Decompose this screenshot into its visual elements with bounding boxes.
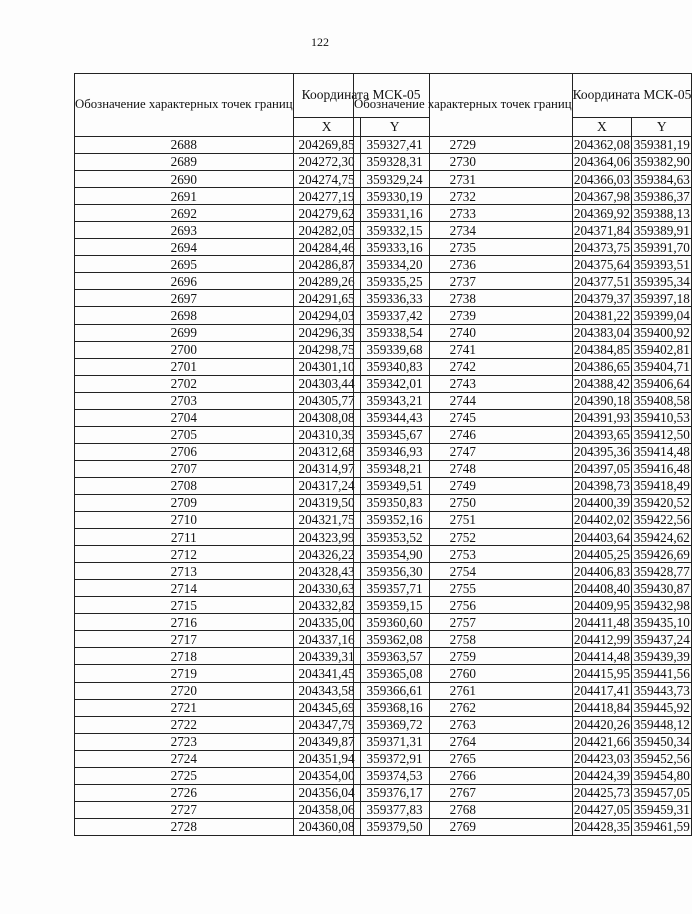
x-coordinate-cell: 204314,97 [293,460,360,477]
x-coordinate-cell: 204289,26 [293,273,360,290]
x-coordinate-cell: 204403,64 [573,529,630,545]
y-coordinate-cell: 359369,72 [360,716,429,733]
point-number-cell: 2738 [354,290,573,307]
y-coordinate-cell: 359362,08 [360,631,429,648]
x-coordinate-cell: 204269,85 [293,137,360,154]
table-row [354,443,692,460]
point-number-cell: 2718 [75,648,294,665]
y-coordinate-cell: 359389,91 [632,222,692,239]
x-coordinate-cell: 204286,87 [293,256,360,273]
point-number-cell: 2694 [75,239,294,256]
table-body [354,137,692,836]
x-coordinate-cell: 204303,44 [293,375,360,392]
x-coordinate-cell: 204319,50 [293,494,360,511]
point-number-cell: 2734 [354,222,573,239]
x-coordinate-cell: 204335,00 [293,614,360,631]
table-row [354,563,692,580]
y-axis-header: Y [632,117,692,136]
y-coordinate-cell: 359381,19 [632,137,692,154]
y-coordinate-cell: 359349,51 [360,477,429,494]
x-axis-header: X [572,117,632,136]
x-coordinate-cell: 204423,03 [573,751,630,767]
y-coordinate-cell: 359337,42 [360,307,429,324]
point-number-cell: 2756 [354,597,573,614]
x-coordinate-cell: 204383,04 [573,324,630,340]
table-row [354,682,692,699]
point-number-cell: 2741 [354,341,573,358]
point-number-cell: 2769 [354,818,573,835]
y-coordinate-cell: 359459,31 [632,801,692,818]
x-coordinate-cell: 204356,04 [293,784,360,801]
y-coordinate-cell: 359418,49 [632,477,692,494]
y-coordinate-cell: 359329,24 [360,171,429,188]
point-number-cell: 2742 [354,358,573,375]
y-coordinate-cell: 359339,68 [360,341,429,358]
x-coordinate-cell: 204341,45 [293,665,360,682]
table-row [354,801,692,818]
table-row [354,426,692,443]
point-number-cell: 2725 [75,767,294,784]
point-number-cell: 2763 [354,716,573,733]
table-row [354,358,692,375]
x-coordinate-cell: 204323,99 [293,529,360,546]
point-number-cell: 2702 [75,375,294,392]
y-coordinate-cell: 359348,21 [360,460,429,477]
x-coordinate-cell: 204414,48 [573,648,630,664]
y-coordinate-cell: 359328,31 [360,154,429,171]
x-coordinate-cell: 204411,48 [572,614,632,631]
y-coordinate-cell: 359384,63 [632,171,692,188]
y-coordinate-cell: 359331,16 [360,205,429,222]
point-number-cell: 2703 [75,392,294,409]
y-coordinate-cell: 359332,15 [360,222,429,239]
point-number-cell: 2743 [354,375,573,392]
table-row [354,137,692,154]
y-coordinate-cell: 359382,90 [632,154,692,171]
table-row [354,546,692,563]
table-row [354,699,692,716]
x-coordinate-cell: 204412,99 [573,631,630,647]
x-coordinate-cell: 204420,26 [573,717,630,733]
y-coordinate-cell: 359386,37 [632,188,692,205]
point-number-cell: 2707 [75,460,294,477]
y-coordinate-cell: 359365,08 [360,665,429,682]
point-number-cell: 2705 [75,426,294,443]
y-coordinate-cell: 359457,05 [632,784,692,801]
point-number-cell: 2724 [75,750,294,767]
x-coordinate-cell: 204424,39 [573,768,630,784]
y-coordinate-cell: 359404,71 [632,358,692,375]
x-coordinate-cell: 204291,65 [293,290,360,307]
table-row [354,273,692,290]
point-number-cell: 2712 [75,546,294,563]
table-row [354,818,692,835]
point-number-cell: 2701 [75,358,294,375]
y-coordinate-cell: 359399,04 [632,307,692,324]
y-coordinate-cell: 359388,13 [632,205,692,222]
point-number-cell: 2689 [75,154,294,171]
y-coordinate-cell: 359426,69 [632,546,692,563]
coordinate-system-header: Координата МСК-05 [572,74,692,118]
x-coordinate-cell: 204360,08 [293,818,360,835]
table-row [354,188,692,205]
y-coordinate-cell: 359416,48 [632,460,692,477]
table-row [354,512,692,529]
point-number-cell: 2746 [354,426,573,443]
point-number-cell: 2716 [75,614,294,631]
y-coordinate-cell: 359400,92 [632,324,692,341]
point-number-cell: 2688 [75,137,294,154]
y-coordinate-cell: 359376,17 [360,784,429,801]
point-number-cell: 2739 [354,307,573,324]
table-row [354,307,692,324]
x-coordinate-cell: 204272,30 [293,154,360,171]
x-coordinate-cell: 204312,68 [293,443,360,460]
x-coordinate-cell: 204391,93 [573,410,630,426]
y-coordinate-cell: 359430,87 [632,580,692,597]
y-coordinate-cell: 359360,60 [360,614,429,631]
table-row [354,375,692,392]
y-coordinate-cell: 359334,20 [360,256,429,273]
point-number-cell: 2736 [354,256,573,273]
point-designation-header: Обозначение характерных точек границ [354,74,573,137]
y-coordinate-cell: 359402,81 [632,341,692,358]
point-number-cell: 2749 [354,477,573,494]
point-number-cell: 2759 [354,648,573,665]
point-number-cell: 2737 [354,273,573,290]
y-coordinate-cell: 359439,39 [632,648,692,665]
x-coordinate-cell: 204405,25 [573,546,630,562]
y-coordinate-cell: 359371,31 [360,733,429,750]
y-coordinate-cell: 359443,73 [632,682,692,699]
y-coordinate-cell: 359461,59 [632,818,692,835]
y-coordinate-cell: 359359,15 [360,597,429,614]
x-coordinate-cell: 204362,08 [573,137,630,153]
y-coordinate-cell: 359395,34 [632,273,692,290]
point-number-cell: 2691 [75,188,294,205]
table-row [354,392,692,409]
point-number-cell: 2692 [75,205,294,222]
table-row [354,222,692,239]
x-axis-header: X [293,117,360,136]
table-row [354,597,692,614]
y-coordinate-cell: 359420,52 [632,494,692,511]
point-number-cell: 2708 [75,477,294,494]
x-coordinate-cell: 204409,95 [573,597,630,613]
coordinate-system-header: Координата МСК-05 [293,74,429,118]
x-coordinate-cell: 204328,43 [293,563,360,580]
x-coordinate-cell: 204393,65 [573,427,630,443]
point-number-cell: 2758 [354,631,573,648]
point-number-cell: 2696 [75,273,294,290]
point-number-cell: 2745 [354,409,573,426]
x-coordinate-cell: 204395,36 [573,444,630,460]
point-number-cell: 2747 [354,443,573,460]
point-number-cell: 2762 [354,699,573,716]
y-coordinate-cell: 359428,77 [632,563,692,580]
y-coordinate-cell: 359342,01 [360,375,429,392]
y-coordinate-cell: 359333,16 [360,239,429,256]
y-coordinate-cell: 359352,16 [360,512,429,529]
point-number-cell: 2757 [354,614,573,631]
y-coordinate-cell: 359374,53 [360,767,429,784]
x-coordinate-cell: 204349,87 [293,733,360,750]
point-number-cell: 2726 [75,784,294,801]
x-coordinate-cell: 204343,58 [293,682,360,699]
y-coordinate-cell: 359452,56 [632,750,692,767]
x-coordinate-cell: 204294,03 [293,307,360,324]
x-coordinate-cell: 204425,73 [573,785,630,801]
point-number-cell: 2731 [354,171,573,188]
point-number-cell: 2760 [354,665,573,682]
x-coordinate-cell: 204308,08 [293,409,360,426]
table-row [354,784,692,801]
table-row [354,256,692,273]
point-number-cell: 2768 [354,801,573,818]
point-number-cell: 2732 [354,188,573,205]
table-row [354,750,692,767]
y-coordinate-cell: 359338,54 [360,324,429,341]
point-number-cell: 2711 [75,529,294,546]
y-coordinate-cell: 359391,70 [632,239,692,256]
y-coordinate-cell: 359354,90 [360,546,429,563]
point-designation-header: Обозначение характерных точек границ [75,74,294,137]
point-number-cell: 2766 [354,767,573,784]
table-row [354,580,692,597]
point-number-cell: 2710 [75,512,294,529]
x-coordinate-cell: 204398,73 [573,478,630,494]
point-number-cell: 2727 [75,801,294,818]
x-coordinate-cell: 204301,10 [293,358,360,375]
y-axis-header: Y [360,117,429,136]
x-coordinate-cell: 204371,84 [573,222,630,238]
x-coordinate-cell: 204406,83 [573,563,630,579]
x-coordinate-cell: 204317,24 [293,477,360,494]
x-coordinate-cell: 204354,00 [293,767,360,784]
point-number-cell: 2730 [354,154,573,171]
point-number-cell: 2755 [354,580,573,597]
x-coordinate-cell: 204330,63 [293,580,360,597]
table-row [354,154,692,171]
point-number-cell: 2735 [354,239,573,256]
point-number-cell: 2698 [75,307,294,324]
point-number-cell: 2693 [75,222,294,239]
table-row [354,409,692,426]
table-row [354,665,692,682]
point-number-cell: 2750 [354,494,573,511]
y-coordinate-cell: 359448,12 [632,716,692,733]
x-coordinate-cell: 204369,92 [573,205,630,221]
x-coordinate-cell: 204284,46 [293,239,360,256]
point-number-cell: 2765 [354,750,573,767]
y-coordinate-cell: 359368,16 [360,699,429,716]
x-coordinate-cell: 204345,69 [293,699,360,716]
point-number-cell: 2761 [354,682,573,699]
x-coordinate-cell: 204388,42 [573,376,630,392]
x-coordinate-cell: 204282,05 [293,222,360,239]
x-coordinate-cell: 204379,37 [573,290,630,306]
x-coordinate-cell: 204386,65 [573,359,630,375]
table-row [354,494,692,511]
table-row [354,767,692,784]
point-number-cell: 2720 [75,682,294,699]
x-coordinate-cell: 204377,51 [573,273,630,289]
x-coordinate-cell: 204358,06 [293,801,360,818]
point-number-cell: 2722 [75,716,294,733]
x-coordinate-cell: 204321,75 [293,512,360,529]
y-coordinate-cell: 359343,21 [360,392,429,409]
x-coordinate-cell: 204277,19 [293,188,360,205]
y-coordinate-cell: 359377,83 [360,801,429,818]
y-coordinate-cell: 359414,48 [632,443,692,460]
y-coordinate-cell: 359335,25 [360,273,429,290]
page-number: 122 [311,35,329,49]
table-row [354,614,692,631]
y-coordinate-cell: 359340,83 [360,358,429,375]
y-coordinate-cell: 359353,52 [360,529,429,546]
y-coordinate-cell: 359441,56 [632,665,692,682]
point-number-cell: 2700 [75,341,294,358]
table-row [354,290,692,307]
y-coordinate-cell: 359379,50 [360,818,429,835]
point-number-cell: 2719 [75,665,294,682]
point-number-cell: 2744 [354,392,573,409]
y-coordinate-cell: 359327,41 [360,137,429,154]
point-number-cell: 2748 [354,460,573,477]
table-row [354,324,692,341]
y-coordinate-cell: 359357,71 [360,580,429,597]
y-coordinate-cell: 359372,91 [360,750,429,767]
x-coordinate-cell: 204364,06 [573,154,630,170]
point-number-cell: 2713 [75,563,294,580]
x-coordinate-cell: 204279,62 [293,205,360,222]
x-coordinate-cell: 204373,75 [573,239,630,255]
table-row [354,239,692,256]
table-row [354,529,692,546]
x-coordinate-cell: 204310,39 [293,426,360,443]
x-coordinate-cell: 204367,98 [573,188,630,204]
x-coordinate-cell: 204326,22 [293,546,360,563]
y-coordinate-cell: 359408,58 [632,392,692,409]
point-number-cell: 2751 [354,512,573,529]
table-row [354,341,692,358]
y-coordinate-cell: 359454,80 [632,767,692,784]
point-number-cell: 2717 [75,631,294,648]
x-coordinate-cell: 204427,05 [573,802,630,818]
point-number-cell: 2754 [354,563,573,580]
x-coordinate-cell: 204274,75 [293,171,360,188]
point-number-cell: 2714 [75,580,294,597]
x-coordinate-cell: 204415,95 [573,665,630,681]
table-row [354,631,692,648]
table-row [354,171,692,188]
table-row [354,477,692,494]
point-number-cell: 2740 [354,324,573,341]
x-coordinate-cell: 204397,05 [573,461,630,477]
x-coordinate-cell: 204375,64 [573,256,630,272]
x-coordinate-cell: 204366,03 [573,171,630,187]
y-coordinate-cell: 359350,83 [360,494,429,511]
y-coordinate-cell: 359410,53 [632,409,692,426]
coordinates-table-right [353,73,692,836]
point-number-cell: 2695 [75,256,294,273]
x-coordinate-cell: 204298,75 [293,341,360,358]
y-coordinate-cell: 359366,61 [360,682,429,699]
point-number-cell: 2706 [75,443,294,460]
y-coordinate-cell: 359424,62 [632,529,692,546]
y-coordinate-cell: 359336,33 [360,290,429,307]
x-coordinate-cell: 204402,02 [573,512,630,528]
point-number-cell: 2709 [75,494,294,511]
x-coordinate-cell: 204337,16 [293,631,360,648]
point-number-cell: 2704 [75,409,294,426]
y-coordinate-cell: 359422,56 [632,512,692,529]
point-number-cell: 2715 [75,597,294,614]
y-coordinate-cell: 359437,24 [632,631,692,648]
x-coordinate-cell: 204381,22 [573,307,630,323]
point-number-cell: 2752 [354,529,573,546]
table-row [354,648,692,665]
x-coordinate-cell: 204384,85 [573,341,630,357]
point-number-cell: 2721 [75,699,294,716]
point-number-cell: 2729 [354,137,573,154]
y-coordinate-cell: 359345,67 [360,426,429,443]
table-row [354,716,692,733]
x-coordinate-cell: 204305,77 [293,392,360,409]
y-coordinate-cell: 359435,10 [632,614,692,631]
x-coordinate-cell: 204296,39 [293,324,360,341]
x-coordinate-cell: 204351,94 [293,750,360,767]
point-number-cell: 2733 [354,205,573,222]
point-number-cell: 2767 [354,784,573,801]
x-coordinate-cell: 204418,84 [573,699,630,715]
x-coordinate-cell: 204428,35 [573,819,630,835]
y-coordinate-cell: 359432,98 [632,597,692,614]
y-coordinate-cell: 359363,57 [360,648,429,665]
point-number-cell: 2690 [75,171,294,188]
x-coordinate-cell: 204339,31 [293,648,360,665]
x-coordinate-cell: 204417,41 [573,682,630,698]
point-number-cell: 2699 [75,324,294,341]
x-coordinate-cell: 204332,82 [293,597,360,614]
y-coordinate-cell: 359406,64 [632,375,692,392]
y-coordinate-cell: 359344,43 [360,409,429,426]
y-coordinate-cell: 359346,93 [360,443,429,460]
y-coordinate-cell: 359397,18 [632,290,692,307]
y-coordinate-cell: 359450,34 [632,733,692,750]
x-coordinate-cell: 204390,18 [573,393,630,409]
y-coordinate-cell: 359412,50 [632,426,692,443]
table-row [354,460,692,477]
point-number-cell: 2764 [354,733,573,750]
x-coordinate-cell: 204421,66 [573,734,630,750]
x-coordinate-cell: 204408,40 [573,580,630,596]
point-number-cell: 2723 [75,733,294,750]
y-coordinate-cell: 359393,51 [632,256,692,273]
y-coordinate-cell: 359330,19 [360,188,429,205]
x-coordinate-cell: 204400,39 [573,495,630,511]
point-number-cell: 2753 [354,546,573,563]
point-number-cell: 2728 [75,818,294,835]
point-number-cell: 2697 [75,290,294,307]
table-row [354,205,692,222]
y-coordinate-cell: 359445,92 [632,699,692,716]
y-coordinate-cell: 359356,30 [360,563,429,580]
x-coordinate-cell: 204347,79 [293,716,360,733]
table-row [354,733,692,750]
